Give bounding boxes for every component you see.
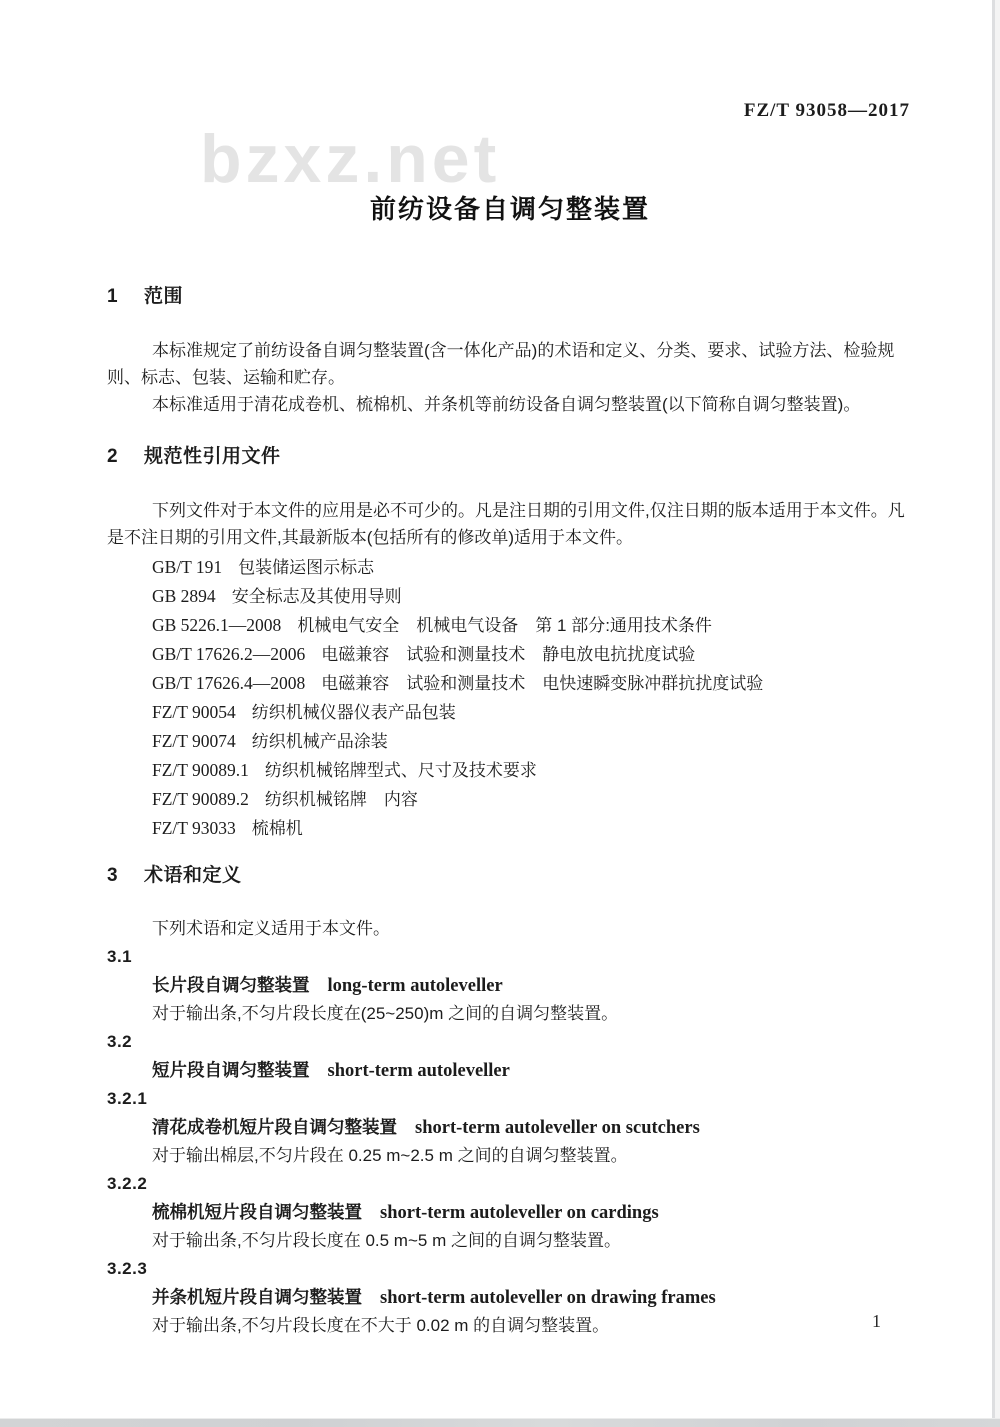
term-heading bbox=[107, 1283, 912, 1312]
paragraph: 本标准适用于清花成卷机、梳棉机、并条机等前纺设备自调匀整装置(以下简称自调匀整装置)。 bbox=[152, 395, 861, 414]
reference-code: GB 2894 bbox=[152, 586, 216, 606]
term-definition: 对于输出条,不匀片段长度在(25~250)m 之间的自调匀整装置。 bbox=[152, 1004, 619, 1023]
term-definition: 对于输出条,不匀片段长度在 0.5 m~5 m 之间的自调匀整装置。 bbox=[152, 1231, 621, 1250]
reference-code: GB/T 191 bbox=[152, 557, 223, 577]
paragraph: 本标准规定了前纺设备自调匀整装置(含一体化产品)的术语和定义、分类、要求、试验方法、检验规则、标志、包装、运输和贮存。 bbox=[107, 341, 895, 387]
reference-item bbox=[107, 553, 912, 582]
reference-item bbox=[107, 727, 912, 756]
reference-code: GB 5226.1—2008 bbox=[152, 615, 282, 635]
reference-title: 电磁兼容 试验和测量技术 电快速瞬变脉冲群抗扰度试验 bbox=[321, 674, 764, 693]
term-heading bbox=[107, 1056, 912, 1085]
section-1-heading bbox=[107, 283, 912, 311]
term-definition: 对于输出棉层,不匀片段在 0.25 m~2.5 m 之间的自调匀整装置。 bbox=[152, 1146, 628, 1165]
reference-item bbox=[107, 785, 912, 814]
reference-title: 纺织机械铭牌 内容 bbox=[264, 790, 418, 809]
section-2-heading bbox=[107, 443, 912, 471]
term-name-zh: 长片段自调匀整装置 bbox=[152, 975, 310, 995]
section-3-heading bbox=[107, 862, 912, 890]
reference-item bbox=[107, 611, 912, 640]
reference-code: FZ/T 93033 bbox=[152, 818, 236, 838]
section-title: 规范性引用文件 bbox=[144, 446, 281, 467]
reference-item bbox=[107, 814, 912, 843]
reference-code: GB/T 17626.2—2006 bbox=[152, 644, 306, 664]
term-definition: 对于输出条,不匀片段长度在不大于 0.02 m 的自调匀整装置。 bbox=[152, 1316, 610, 1335]
term-number: 3.2.2 bbox=[107, 1174, 148, 1193]
page-number: 1 bbox=[872, 1311, 881, 1331]
reference-title: 纺织机械铭牌型式、尺寸及技术要求 bbox=[264, 761, 537, 780]
term-name-zh: 并条机短片段自调匀整装置 bbox=[152, 1287, 362, 1307]
watermark: bzxz.net bbox=[200, 121, 501, 197]
reference-item bbox=[107, 582, 912, 611]
reference-title: 纺织机械仪器仪表产品包装 bbox=[251, 703, 456, 722]
reference-code: FZ/T 90074 bbox=[152, 731, 236, 751]
reference-code: GB/T 17626.4—2008 bbox=[152, 673, 306, 693]
reference-item bbox=[107, 698, 912, 727]
reference-title: 电磁兼容 试验和测量技术 静电放电抗扰度试验 bbox=[321, 645, 696, 664]
document-body bbox=[0, 283, 1000, 1340]
doc-code: FZ/T 93058—2017 bbox=[743, 100, 910, 121]
doc-title: 前纺设备自调匀整装置 bbox=[369, 194, 650, 224]
term-name-en: long-term autoleveller bbox=[327, 976, 503, 996]
reference-code: FZ/T 90089.2 bbox=[152, 789, 249, 809]
reference-code: FZ/T 90089.1 bbox=[152, 760, 249, 780]
paragraph: 下列文件对于本文件的应用是必不可少的。凡是注日期的引用文件,仅注日期的版本适用于本文件。凡是不注日期的引用文件,其最新版本(包括所有的修改单)适用于本文件。 bbox=[107, 501, 905, 547]
reference-item bbox=[107, 640, 912, 669]
term-name-zh: 梳棉机短片段自调匀整装置 bbox=[152, 1202, 362, 1222]
term-number: 3.2.3 bbox=[107, 1259, 148, 1278]
term-heading bbox=[107, 1113, 912, 1142]
reference-title: 机械电气安全 机械电气设备 第 1 部分:通用技术条件 bbox=[297, 616, 712, 635]
reference-item bbox=[107, 669, 912, 698]
term-name-zh: 清花成卷机短片段自调匀整装置 bbox=[152, 1117, 397, 1137]
reference-item bbox=[107, 756, 912, 785]
term-name-en: short-term autoleveller on drawing frames bbox=[380, 1288, 716, 1308]
term-heading bbox=[107, 971, 912, 1000]
reference-title: 梳棉机 bbox=[251, 819, 303, 838]
term-heading bbox=[107, 1198, 912, 1227]
section-number: 2 bbox=[107, 446, 119, 467]
term-name-en: short-term autoleveller on scutchers bbox=[415, 1118, 700, 1138]
term-number: 3.2 bbox=[107, 1032, 133, 1051]
term-number: 3.1 bbox=[107, 947, 133, 966]
section-number: 1 bbox=[107, 286, 119, 307]
term-name-zh: 短片段自调匀整装置 bbox=[152, 1060, 310, 1080]
term-number: 3.2.1 bbox=[107, 1089, 148, 1108]
paragraph: 下列术语和定义适用于本文件。 bbox=[152, 919, 390, 938]
section-number: 3 bbox=[107, 865, 119, 886]
reference-title: 安全标志及其使用导则 bbox=[231, 587, 402, 606]
scan-bottom-bar bbox=[0, 1418, 1000, 1427]
term-name-en: short-term autoleveller bbox=[327, 1061, 510, 1081]
term-name-en: short-term autoleveller on cardings bbox=[380, 1203, 659, 1223]
section-title: 范围 bbox=[144, 286, 184, 307]
reference-code: FZ/T 90054 bbox=[152, 702, 236, 722]
reference-title: 纺织机械产品涂装 bbox=[251, 732, 388, 751]
reference-title: 包装储运图示标志 bbox=[238, 558, 375, 577]
section-title: 术语和定义 bbox=[144, 865, 242, 886]
